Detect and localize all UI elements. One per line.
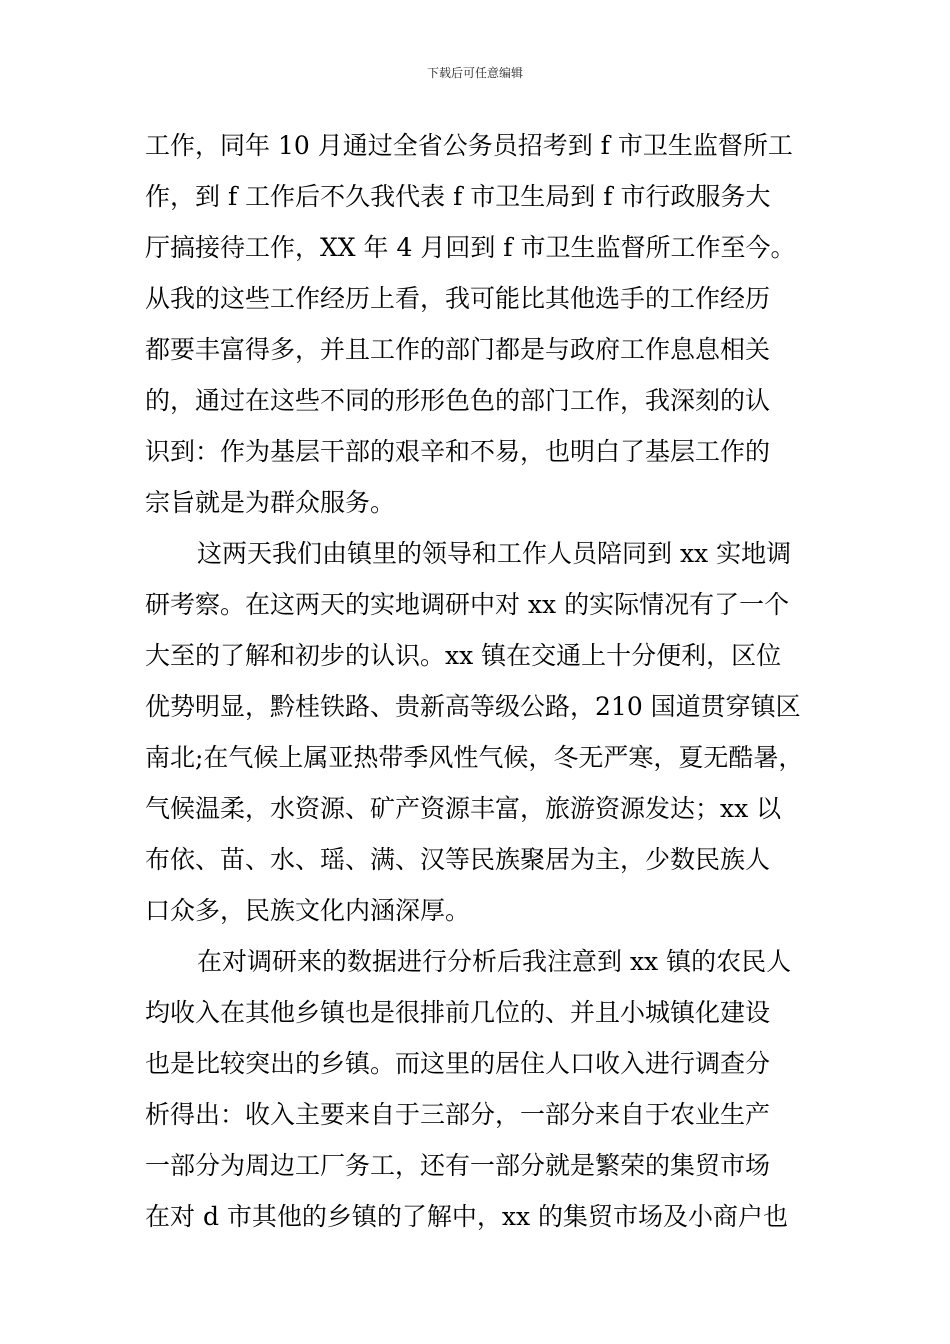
text-line: 优势明显，黔桂铁路、贵新高等级公路，210 国道贯穿镇区 <box>145 692 801 721</box>
text-line: 厅搞接待工作，XX 年 4 月回到 f 市卫生监督所工作至今。 <box>145 233 796 262</box>
paragraph <box>145 936 810 1242</box>
text-line: 工作，同年 10 月通过全省公务员招考到 f 市卫生监督所工 <box>145 131 793 160</box>
text-line: 大至的了解和初步的认识。xx 镇在交通上十分便利，区位 <box>145 641 782 670</box>
text-line: 宗旨就是为群众服务。 <box>145 488 396 517</box>
text-line: 析得出：收入主要来自于三部分，一部分来自于农业生产 <box>145 1100 771 1129</box>
text-line: 口众多，民族文化内涵深厚。 <box>145 896 471 925</box>
text-line: 的，通过在这些不同的形形色色的部门工作，我深刻的认 <box>145 386 771 415</box>
text-line: 气候温柔，水资源、矿产资源丰富，旅游资源发达；xx 以 <box>145 794 782 823</box>
text-line: 南北;在气候上属亚热带季风性气候，冬无严寒，夏无酷暑， <box>145 743 804 772</box>
text-line: 都要丰富得多，并且工作的部门都是与政府工作息息相关 <box>145 335 771 364</box>
paragraph <box>145 528 810 936</box>
text-line: 作，到 f 工作后不久我代表 f 市卫生局到 f 市行政服务大 <box>145 182 771 211</box>
text-line: 这两天我们由镇里的领导和工作人员陪同到 xx 实地调 <box>197 539 792 568</box>
text-line: 在对 d 市其他的乡镇的了解中，xx 的集贸市场及小商户也 <box>145 1202 789 1231</box>
text-line: 识到：作为基层干部的艰辛和不易，也明白了基层工作的 <box>145 437 771 466</box>
text-line: 在对调研来的数据进行分析后我注意到 xx 镇的农民人 <box>197 947 792 976</box>
text-line: 从我的这些工作经历上看，我可能比其他选手的工作经历 <box>145 284 771 313</box>
page-header: 下载后可任意编辑 <box>426 66 523 80</box>
text-line: 一部分为周边工厂务工，还有一部分就是繁荣的集贸市场 <box>145 1151 771 1180</box>
document-body <box>145 120 810 1242</box>
text-line: 也是比较突出的乡镇。而这里的居住人口收入进行调查分 <box>145 1049 771 1078</box>
text-line: 研考察。在这两天的实地调研中对 xx 的实际情况有了一个 <box>145 590 790 619</box>
paragraph <box>145 120 810 528</box>
text-line: 布依、苗、水、瑶、满、汉等民族聚居为主，少数民族人 <box>145 845 771 874</box>
text-line: 均收入在其他乡镇也是很排前几位的、并且小城镇化建设 <box>145 998 771 1027</box>
